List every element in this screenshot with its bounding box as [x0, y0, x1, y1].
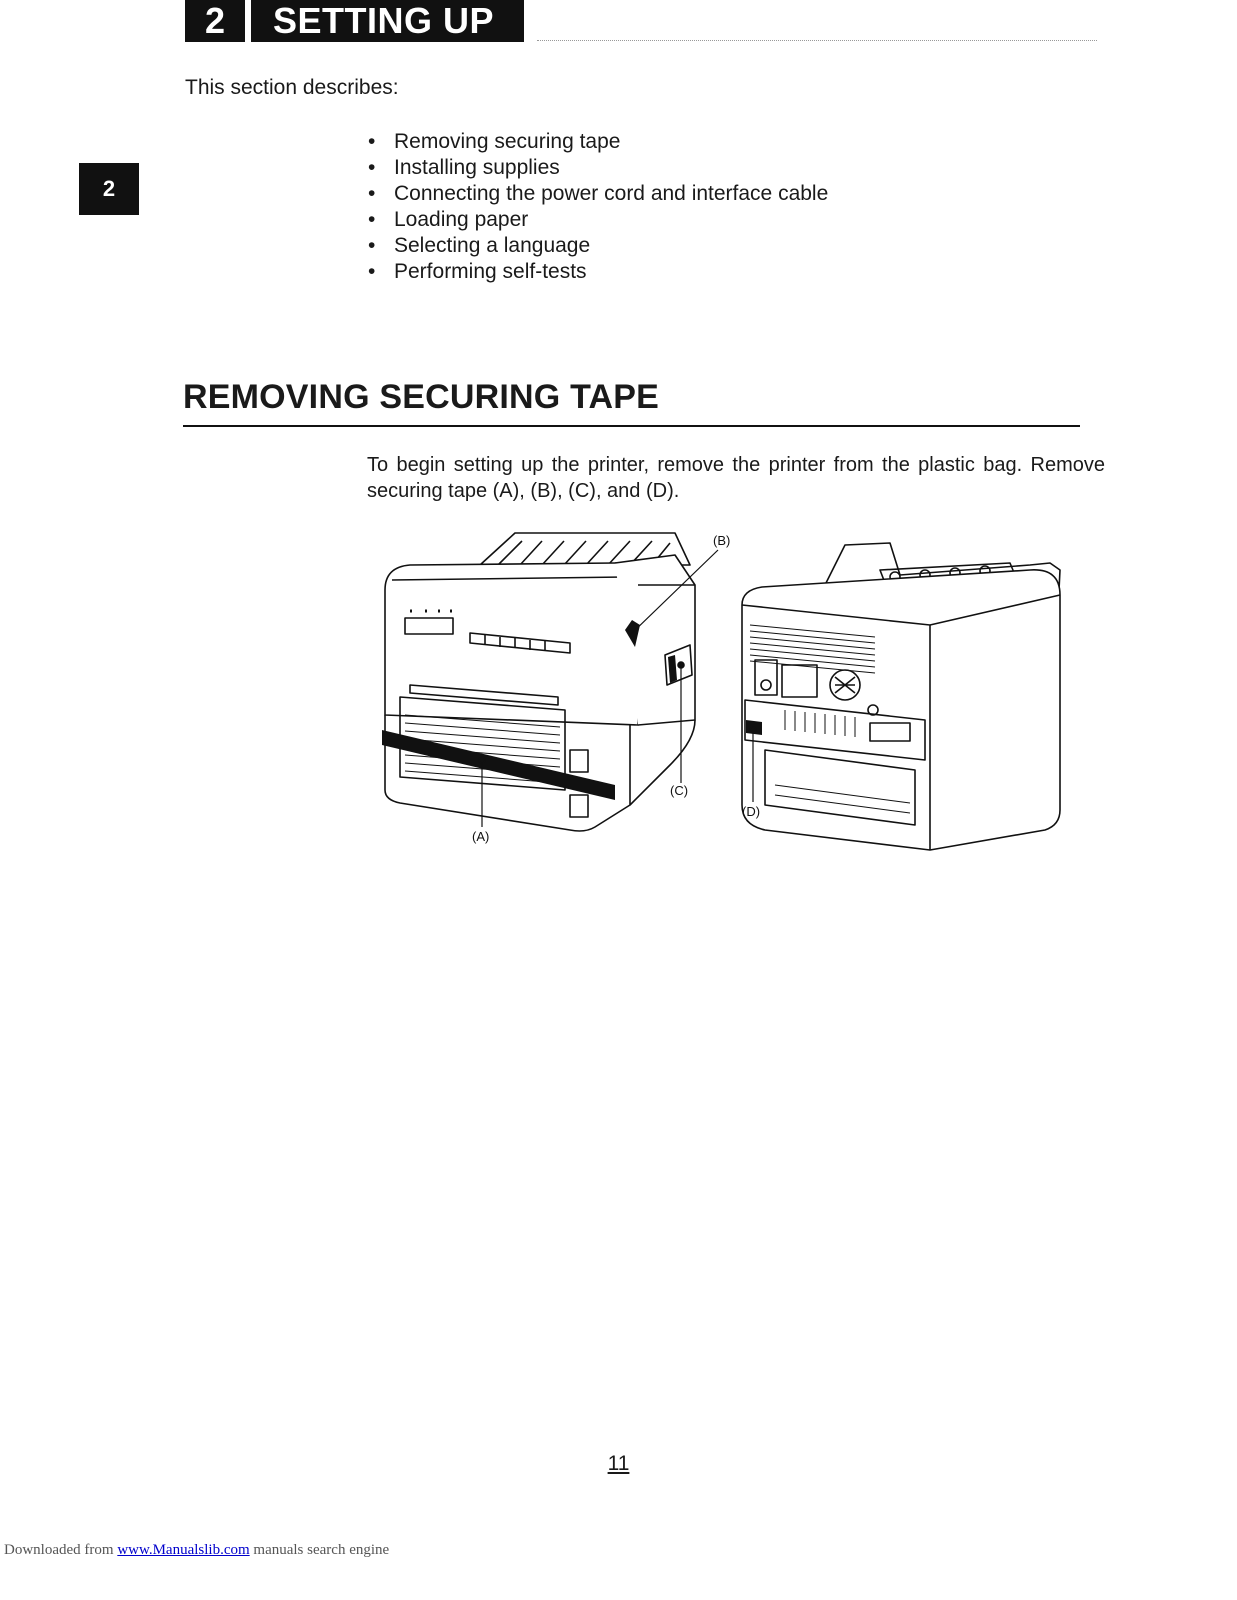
- label-c: (C): [670, 783, 689, 798]
- bullet-icon: •: [368, 156, 376, 179]
- list-item: [368, 207, 828, 233]
- list-item: [368, 233, 828, 259]
- footer-prefix: Downloaded from: [4, 1542, 118, 1558]
- chapter-side-tab: 2: [79, 163, 139, 215]
- printer-rear-view: [742, 543, 1060, 850]
- bullet-icon: •: [368, 260, 376, 283]
- bullet-icon: •: [368, 234, 376, 257]
- list-item-text: Performing self-tests: [394, 260, 587, 283]
- footer-suffix: manuals search engine: [249, 1542, 390, 1558]
- label-a: (A): [472, 829, 490, 844]
- list-item-text: Installing supplies: [394, 156, 560, 179]
- list-item-text: Removing securing tape: [394, 130, 621, 153]
- section-rule: [183, 425, 1080, 427]
- bullet-icon: •: [368, 130, 376, 153]
- label-b: (B): [713, 533, 731, 548]
- bullet-icon: •: [368, 182, 376, 205]
- intro-text: This section describes:: [185, 76, 399, 99]
- page-number: 11: [607, 1452, 630, 1475]
- list-item-text: Loading paper: [394, 208, 529, 231]
- chapter-title: SETTING UP: [251, 0, 524, 42]
- chapter-header: [185, 0, 524, 42]
- header-rule: [537, 40, 1097, 41]
- footer: [4, 1542, 389, 1559]
- printer-front-view: [382, 533, 718, 831]
- printer-illustration: [370, 525, 1075, 860]
- section-title: REMOVING SECURING TAPE: [183, 378, 660, 416]
- chapter-number: 2: [185, 0, 245, 42]
- bullet-icon: •: [368, 208, 376, 231]
- list-item: [368, 155, 828, 181]
- list-item-text: Selecting a language: [394, 234, 591, 257]
- section-body: To begin setting up the printer, remove the printer from the plastic bag. Remove securing tape (A), (B), (C), and (D).: [367, 454, 1105, 502]
- footer-link[interactable]: www.Manualslib.com: [117, 1542, 250, 1558]
- list-item: [368, 129, 828, 155]
- list-item: [368, 259, 828, 285]
- list-item-text: Connecting the power cord and interface cable: [394, 182, 829, 205]
- topics-list: [368, 129, 828, 285]
- list-item: [368, 181, 828, 207]
- label-d: (D): [742, 804, 761, 819]
